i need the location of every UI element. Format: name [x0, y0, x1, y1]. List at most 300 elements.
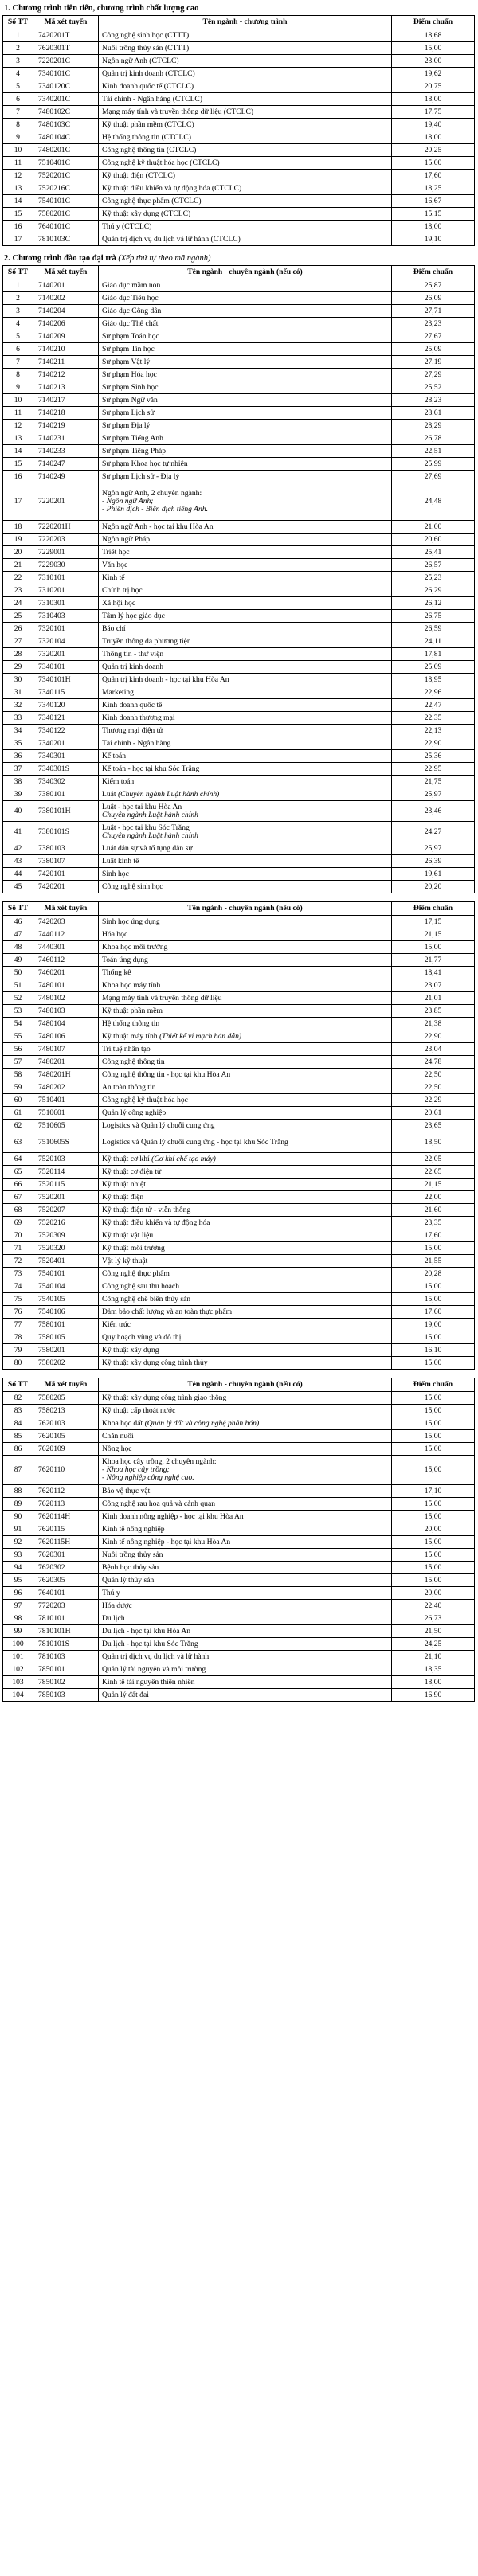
- admission-code: 7380101S: [33, 822, 99, 842]
- program-name: [99, 432, 392, 445]
- table-row: [3, 979, 475, 992]
- row-number: 49: [3, 954, 33, 967]
- cutoff-score: 27,71: [392, 305, 475, 318]
- row-number: 52: [3, 992, 33, 1005]
- program-name-text: Triết học: [102, 547, 130, 557]
- admission-code: 7480102C: [33, 106, 99, 119]
- program-name-text: Kỹ thuật xây dựng công trình thủy: [102, 1358, 208, 1367]
- program-name: [99, 1485, 392, 1498]
- program-name-text: Hệ thống thông tin (CTCLC): [102, 132, 191, 142]
- admission-code: 7640101C: [33, 221, 99, 233]
- admission-code: 7480106: [33, 1030, 99, 1043]
- program-name: [99, 1069, 392, 1081]
- program-name-text: Thống kê: [102, 967, 131, 977]
- program-name: [99, 1600, 392, 1612]
- table-row: [3, 318, 475, 330]
- program-name-text: Kỹ thuật phần mềm: [102, 1006, 163, 1015]
- program-name-text: Sư phạm Hóa học: [102, 369, 157, 379]
- admission-code: 7140217: [33, 394, 99, 407]
- row-number: 51: [3, 979, 33, 992]
- header-code: Mã xét tuyển: [33, 266, 99, 279]
- row-number: 97: [3, 1600, 33, 1612]
- table-row: [3, 1306, 475, 1319]
- program-name-text: Kinh tế nông nghiệp - học tại khu Hòa An: [102, 1537, 231, 1546]
- program-name: [99, 1612, 392, 1625]
- table-row: [3, 712, 475, 725]
- cutoff-score: 20,20: [392, 881, 475, 893]
- program-name-text: Đảm bảo chất lượng và an toàn thực phẩm: [102, 1307, 233, 1316]
- program-name-text: Công nghệ thực phẩm: [102, 1268, 170, 1278]
- admission-code: 7620302: [33, 1562, 99, 1574]
- section-2-title: [2, 252, 474, 265]
- cutoff-score: 18,41: [392, 967, 475, 979]
- cutoff-score: 28,23: [392, 394, 475, 407]
- table-row: [3, 1523, 475, 1536]
- cutoff-score: 15,00: [392, 1456, 475, 1485]
- program-name: [99, 954, 392, 967]
- program-name-text: Sư phạm Ngữ văn: [102, 395, 158, 405]
- table-row: [3, 55, 475, 68]
- program-name: [99, 534, 392, 546]
- cutoff-score: 18,50: [392, 1132, 475, 1153]
- program-name: [99, 1255, 392, 1268]
- cutoff-score: 20,60: [392, 534, 475, 546]
- table-row: [3, 674, 475, 686]
- program-name: [99, 1562, 392, 1574]
- header-name: Tên ngành - chuyên ngành (nếu có): [99, 266, 392, 279]
- program-name-text: Kỹ thuật xây dựng (CTCLC): [102, 209, 191, 218]
- table-row: [3, 916, 475, 928]
- row-number: 78: [3, 1331, 33, 1344]
- table-row: [3, 1204, 475, 1217]
- table-row: [3, 131, 475, 144]
- admission-code: 7580201: [33, 1344, 99, 1357]
- table-row: [3, 1562, 475, 1574]
- program-name: [99, 584, 392, 597]
- cutoff-score: 21,15: [392, 928, 475, 941]
- table-row: [3, 483, 475, 521]
- row-number: 101: [3, 1651, 33, 1663]
- row-number: 88: [3, 1485, 33, 1498]
- row-number: 104: [3, 1689, 33, 1702]
- program-name: [99, 1107, 392, 1120]
- table-row: [3, 1357, 475, 1370]
- program-name-text: Công nghệ sinh học: [102, 881, 163, 891]
- row-number: 6: [3, 343, 33, 356]
- table-row: [3, 106, 475, 119]
- admission-code: 7220201H: [33, 521, 99, 534]
- program-name-text: Sư phạm Tiếng Anh: [102, 433, 163, 443]
- cutoff-score: 19,61: [392, 868, 475, 881]
- program-name-text: Sinh học ứng dụng: [102, 917, 160, 926]
- program-name: [99, 356, 392, 369]
- cutoff-score: 22,50: [392, 1081, 475, 1094]
- row-number: 79: [3, 1344, 33, 1357]
- table-row: [3, 1280, 475, 1293]
- cutoff-score: 26,09: [392, 292, 475, 305]
- table-row: [3, 750, 475, 763]
- program-name: [99, 182, 392, 195]
- cutoff-score: 25,97: [392, 788, 475, 801]
- row-number: 13: [3, 182, 33, 195]
- table-row: [3, 597, 475, 610]
- admission-code: 7480107: [33, 1043, 99, 1056]
- header-stt: Số TT: [3, 902, 33, 916]
- admission-code: 7140210: [33, 343, 99, 356]
- cutoff-score: 19,62: [392, 68, 475, 80]
- admission-code: 7510401C: [33, 157, 99, 170]
- program-name: [99, 106, 392, 119]
- cutoff-score: 15,00: [392, 42, 475, 55]
- table-row: [3, 1242, 475, 1255]
- program-name: [99, 1120, 392, 1132]
- cutoff-score: 17,10: [392, 1485, 475, 1498]
- table-row: [3, 1625, 475, 1638]
- row-number: 76: [3, 1306, 33, 1319]
- admission-code: 7140233: [33, 445, 99, 458]
- program-name: [99, 394, 392, 407]
- program-name-text: Quản lý đất đai: [102, 1690, 149, 1699]
- program-name-text: Quản trị kinh doanh: [102, 662, 164, 671]
- table-row: [3, 584, 475, 597]
- cutoff-score: 18,00: [392, 131, 475, 144]
- admission-code: 7520201C: [33, 170, 99, 182]
- cutoff-score: 18,25: [392, 182, 475, 195]
- program-name-text: Công nghệ sinh học (CTTT): [102, 30, 190, 40]
- program-name: [99, 763, 392, 776]
- cutoff-score: 25,23: [392, 572, 475, 584]
- program-name: [99, 1638, 392, 1651]
- table-row: [3, 68, 475, 80]
- table-row: [3, 1255, 475, 1268]
- admission-code: 7380101: [33, 788, 99, 801]
- program-name: [99, 992, 392, 1005]
- row-number: 61: [3, 1107, 33, 1120]
- cutoff-score: 21,50: [392, 1625, 475, 1638]
- admission-code: 7480201C: [33, 144, 99, 157]
- table-row: [3, 1229, 475, 1242]
- row-number: 102: [3, 1663, 33, 1676]
- program-name: [99, 1625, 392, 1638]
- admission-code: 7510401: [33, 1094, 99, 1107]
- table-row: [3, 928, 475, 941]
- admission-code: 7320104: [33, 635, 99, 648]
- row-number: 8: [3, 119, 33, 131]
- table-row: [3, 1612, 475, 1625]
- program-name-text: Bảo vệ thực vật: [102, 1486, 151, 1495]
- table-mass-programs-part-2: [2, 901, 475, 1370]
- cutoff-score: 16,10: [392, 1344, 475, 1357]
- admission-code: 7340115: [33, 686, 99, 699]
- admission-code: 7380101H: [33, 801, 99, 822]
- program-name: [99, 144, 392, 157]
- cutoff-score: 26,57: [392, 559, 475, 572]
- row-number: 7: [3, 106, 33, 119]
- program-name-text: Khoa học cây trồng, 2 chuyên ngành:: [102, 1457, 217, 1466]
- program-name: [99, 1217, 392, 1229]
- admission-code: 7520216C: [33, 182, 99, 195]
- table-row: [3, 737, 475, 750]
- program-name: [99, 928, 392, 941]
- program-name: [99, 842, 392, 855]
- program-name-text: Trí tuệ nhân tạo: [102, 1044, 151, 1053]
- admission-code: 7420203: [33, 916, 99, 928]
- cutoff-score: 22,50: [392, 1069, 475, 1081]
- table-row: [3, 1217, 475, 1229]
- cutoff-score: 26,12: [392, 597, 475, 610]
- program-name-text: Quản lý thủy sản: [102, 1575, 155, 1585]
- table-row: [3, 1030, 475, 1043]
- table-row: [3, 471, 475, 483]
- admission-code: 7850101: [33, 1663, 99, 1676]
- program-name: [99, 445, 392, 458]
- row-number: 4: [3, 68, 33, 80]
- admission-code: 7520115: [33, 1179, 99, 1191]
- table-row: [3, 842, 475, 855]
- cutoff-score: 28,29: [392, 420, 475, 432]
- program-specialization: (Cơ khí chế tạo máy): [151, 1154, 216, 1163]
- table-body: [3, 916, 475, 1370]
- program-name: [99, 1306, 392, 1319]
- cutoff-score: 15,00: [392, 1443, 475, 1456]
- row-number: 84: [3, 1417, 33, 1430]
- table-row: [3, 1153, 475, 1166]
- admission-code: 7580101: [33, 1319, 99, 1331]
- admission-code: 7340302: [33, 776, 99, 788]
- program-name: [99, 279, 392, 292]
- program-name: [99, 1498, 392, 1511]
- program-name: [99, 1523, 392, 1536]
- program-name-text: Quản trị dịch vụ du lịch và lữ hành (CTCLC): [102, 234, 241, 244]
- row-number: 29: [3, 661, 33, 674]
- program-subitem: Chuyên ngành Luật hành chính: [102, 831, 198, 840]
- cutoff-score: 25,09: [392, 343, 475, 356]
- cutoff-score: 26,29: [392, 584, 475, 597]
- admission-code: 7520207: [33, 1204, 99, 1217]
- program-name: [99, 1293, 392, 1306]
- cutoff-score: 20,00: [392, 1587, 475, 1600]
- row-number: 3: [3, 55, 33, 68]
- program-name-text: Luật - học tại khu Sóc Trăng: [102, 823, 190, 832]
- table-row: [3, 1498, 475, 1511]
- program-name: [99, 521, 392, 534]
- program-name-text: Giáo dục Công dân: [102, 306, 162, 315]
- table-row: [3, 305, 475, 318]
- row-number: 22: [3, 572, 33, 584]
- table-row: [3, 546, 475, 559]
- row-number: 13: [3, 432, 33, 445]
- program-name-text: Nuôi trồng thủy sản (CTTT): [102, 43, 190, 53]
- table-row: [3, 1268, 475, 1280]
- admission-code: 7480202: [33, 1081, 99, 1094]
- table-row: [3, 93, 475, 106]
- program-name: [99, 1392, 392, 1405]
- table-row: [3, 221, 475, 233]
- table-row: [3, 1344, 475, 1357]
- admission-code: 7620103: [33, 1417, 99, 1430]
- row-number: 43: [3, 855, 33, 868]
- program-name: [99, 648, 392, 661]
- row-number: 90: [3, 1511, 33, 1523]
- admission-code: 7480104C: [33, 131, 99, 144]
- table-row: [3, 1056, 475, 1069]
- admission-code: 7220201: [33, 483, 99, 521]
- admission-code: 7620305: [33, 1574, 99, 1587]
- program-name: [99, 674, 392, 686]
- row-number: 36: [3, 750, 33, 763]
- table-row: [3, 369, 475, 381]
- program-name-text: Kỹ thuật điện tử - viễn thông: [102, 1205, 191, 1214]
- row-number: 86: [3, 1443, 33, 1456]
- row-number: 65: [3, 1166, 33, 1179]
- admission-code: 7480104: [33, 1018, 99, 1030]
- program-name-text: Xã hội học: [102, 598, 136, 608]
- admission-code: 7480101: [33, 979, 99, 992]
- admission-code: 7220203: [33, 534, 99, 546]
- admission-code: 7220201C: [33, 55, 99, 68]
- table-row: [3, 1536, 475, 1549]
- program-name: [99, 381, 392, 394]
- cutoff-score: 26,78: [392, 432, 475, 445]
- program-name: [99, 1094, 392, 1107]
- row-number: 26: [3, 623, 33, 635]
- row-number: 99: [3, 1625, 33, 1638]
- program-name: [99, 635, 392, 648]
- program-name: [99, 420, 392, 432]
- table-row: [3, 661, 475, 674]
- program-subitem: - Phiên dịch - Biên dịch tiếng Anh.: [102, 505, 209, 514]
- row-number: 48: [3, 941, 33, 954]
- program-name: [99, 1536, 392, 1549]
- admission-code: 7520114: [33, 1166, 99, 1179]
- row-number: 72: [3, 1255, 33, 1268]
- row-number: 94: [3, 1562, 33, 1574]
- table-row: [3, 1663, 475, 1676]
- cutoff-score: 15,00: [392, 1562, 475, 1574]
- program-name-text: Quản lý công nghiệp: [102, 1108, 167, 1117]
- program-name-text: Sư phạm Lịch sử - Địa lý: [102, 471, 180, 481]
- cutoff-score: 25,99: [392, 458, 475, 471]
- program-name: [99, 208, 392, 221]
- program-name-text: Quản trị kinh doanh (CTCLC): [102, 68, 195, 78]
- row-number: 44: [3, 868, 33, 881]
- row-number: 4: [3, 318, 33, 330]
- table-row: [3, 534, 475, 546]
- program-name: [99, 1166, 392, 1179]
- program-name: [99, 93, 392, 106]
- program-name-text: Công nghệ kỹ thuật hóa học: [102, 1095, 188, 1104]
- cutoff-score: 27,69: [392, 471, 475, 483]
- table-row: [3, 1600, 475, 1612]
- cutoff-score: 15,15: [392, 208, 475, 221]
- program-name: [99, 881, 392, 893]
- program-name-text: Quản lý tài nguyên và môi trường: [102, 1664, 206, 1674]
- program-name-text: Mạng máy tính và truyền thông dữ liệu: [102, 993, 222, 1003]
- row-number: 1: [3, 29, 33, 42]
- program-name-text: Chăn nuôi: [102, 1431, 134, 1440]
- table-row: [3, 725, 475, 737]
- row-number: 37: [3, 763, 33, 776]
- table-row: [3, 330, 475, 343]
- program-name: [99, 343, 392, 356]
- admission-code: 7140206: [33, 318, 99, 330]
- admission-code: 7140202: [33, 292, 99, 305]
- program-name: [99, 1574, 392, 1587]
- cutoff-score: 15,00: [392, 1498, 475, 1511]
- header-name: Tên ngành - chương trình: [99, 16, 392, 29]
- row-number: 83: [3, 1405, 33, 1417]
- program-name: [99, 572, 392, 584]
- table-row: [3, 1120, 475, 1132]
- row-number: 57: [3, 1056, 33, 1069]
- program-name-text: Kế toán: [102, 751, 127, 760]
- row-number: 92: [3, 1536, 33, 1549]
- cutoff-score: 22,47: [392, 699, 475, 712]
- program-name: [99, 1456, 392, 1485]
- admission-code: 7540104: [33, 1280, 99, 1293]
- program-name-text: Giáo dục Thể chất: [102, 319, 159, 328]
- admission-code: 7310403: [33, 610, 99, 623]
- program-name: [99, 1357, 392, 1370]
- cutoff-score: 22,95: [392, 763, 475, 776]
- cutoff-score: 22,35: [392, 712, 475, 725]
- program-name-text: Sinh học: [102, 869, 129, 878]
- admission-code: 7140219: [33, 420, 99, 432]
- cutoff-score: 18,68: [392, 29, 475, 42]
- cutoff-score: 19,00: [392, 1319, 475, 1331]
- row-number: 5: [3, 330, 33, 343]
- row-number: 75: [3, 1293, 33, 1306]
- program-name-text: Kỹ thuật điện: [102, 1192, 144, 1202]
- admission-code: 7580213: [33, 1405, 99, 1417]
- row-number: 89: [3, 1498, 33, 1511]
- table-row: [3, 1689, 475, 1702]
- admission-code: 7140201: [33, 279, 99, 292]
- table-row: [3, 1293, 475, 1306]
- table-row: [3, 521, 475, 534]
- table-row: [3, 686, 475, 699]
- program-name-text: Kinh tế nông nghiệp: [102, 1524, 165, 1534]
- table-row: [3, 822, 475, 842]
- table-row: [3, 623, 475, 635]
- program-name-text: Kinh tế: [102, 573, 125, 582]
- cutoff-score: 23,23: [392, 318, 475, 330]
- cutoff-score: 15,00: [392, 1357, 475, 1370]
- table-row: [3, 1081, 475, 1094]
- program-name-text: Kỹ thuật xây dựng: [102, 1345, 159, 1354]
- admission-code: 7320101: [33, 623, 99, 635]
- row-number: 39: [3, 788, 33, 801]
- admission-code: 7140211: [33, 356, 99, 369]
- program-name: [99, 1018, 392, 1030]
- program-name-text: Luật dân sự và tố tụng dân sự: [102, 843, 193, 853]
- program-name-text: Quy hoạch vùng và đô thị: [102, 1332, 182, 1342]
- program-name-text: Sư phạm Địa lý: [102, 420, 151, 430]
- table-row: [3, 1069, 475, 1081]
- row-number: 91: [3, 1523, 33, 1536]
- row-number: 85: [3, 1430, 33, 1443]
- admission-code: 7340122: [33, 725, 99, 737]
- document: [2, 0, 474, 1702]
- admission-code: 7480102: [33, 992, 99, 1005]
- cutoff-score: 25,41: [392, 546, 475, 559]
- table-row: [3, 381, 475, 394]
- program-name-text: Kinh doanh quốc tế (CTCLC): [102, 81, 194, 91]
- row-number: 66: [3, 1179, 33, 1191]
- cutoff-score: 27,67: [392, 330, 475, 343]
- row-number: 28: [3, 648, 33, 661]
- program-name: [99, 979, 392, 992]
